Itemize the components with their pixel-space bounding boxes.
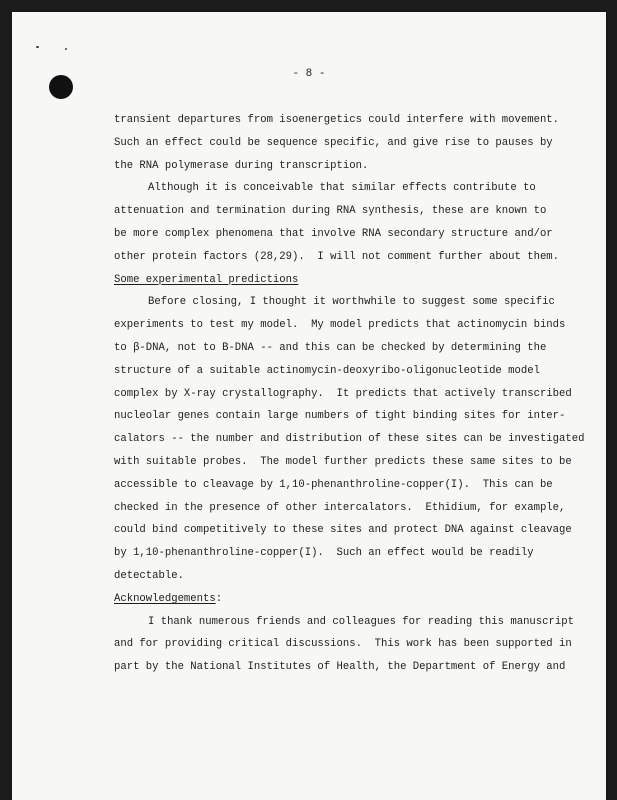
text-line: Before closing, I thought it worthwhile to suggest some specific [148,296,555,309]
heading-text: Some experimental predictions [114,273,299,286]
text-line: nucleolar genes contain large numbers of tight binding sites for inter- [114,410,566,423]
heading-text: Acknowledgements [114,592,216,605]
text-line: could bind competitively to these sites and protect DNA against cleavage [114,524,572,537]
text-line: transient departures from isoenergetics could interfere with movement. [114,114,560,126]
paper-mark [36,46,39,48]
text-line: be more complex phenomena that involve RNA secondary structure and/or [114,227,553,240]
text-line: Such an effect could be sequence specific, and give rise to pauses by [114,136,553,149]
text-line: and for providing critical discussions. This work has been supported in [114,638,572,651]
text-line: calators -- the number and distribution of these sites can be investigated [114,433,585,446]
text-line: by 1,10-phenanthroline-copper(I). Such an effect would be readily [114,547,534,560]
text-line: with suitable probes. The model further predicts these same sites to be [114,455,572,468]
text-line: to β-DNA, not to B-DNA -- and this can be checked by determining the [114,341,547,354]
text-line: I thank numerous friends and colleagues for reading this manuscript [148,615,574,628]
text-line: complex by X-ray crystallography. It predicts that actively transcribed [114,387,572,400]
text-line: part by the National Institutes of Health, the Department of Energy and [114,661,566,674]
section-heading-acknowledgements [114,588,564,611]
text-line: the RNA polymerase during transcription. [114,159,369,172]
text-line: accessible to cleavage by 1,10-phenanthroline-copper(I). This can be [114,478,553,491]
text-line: detectable. [114,569,184,582]
text-line: Although it is conceivable that similar effects contribute to [148,182,536,195]
paper-mark [65,48,67,50]
heading-colon: : [215,592,223,605]
body-text [114,109,585,679]
text-line: checked in the presence of other intercalators. Ethidium, for example, [114,501,566,514]
text-line: other protein factors (28,29). I will not comment further about them. [114,250,560,263]
text-line: attenuation and termination during RNA synthesis, these are known to [114,205,547,218]
text-line: experiments to test my model. My model predicts that actinomycin binds [114,319,566,332]
document-page [12,12,606,800]
text-line: structure of a suitable actinomycin-deoxyribo-oligonucleotide model [114,364,540,377]
section-heading-predictions [114,269,564,292]
page-number: - 8 - [292,68,326,80]
